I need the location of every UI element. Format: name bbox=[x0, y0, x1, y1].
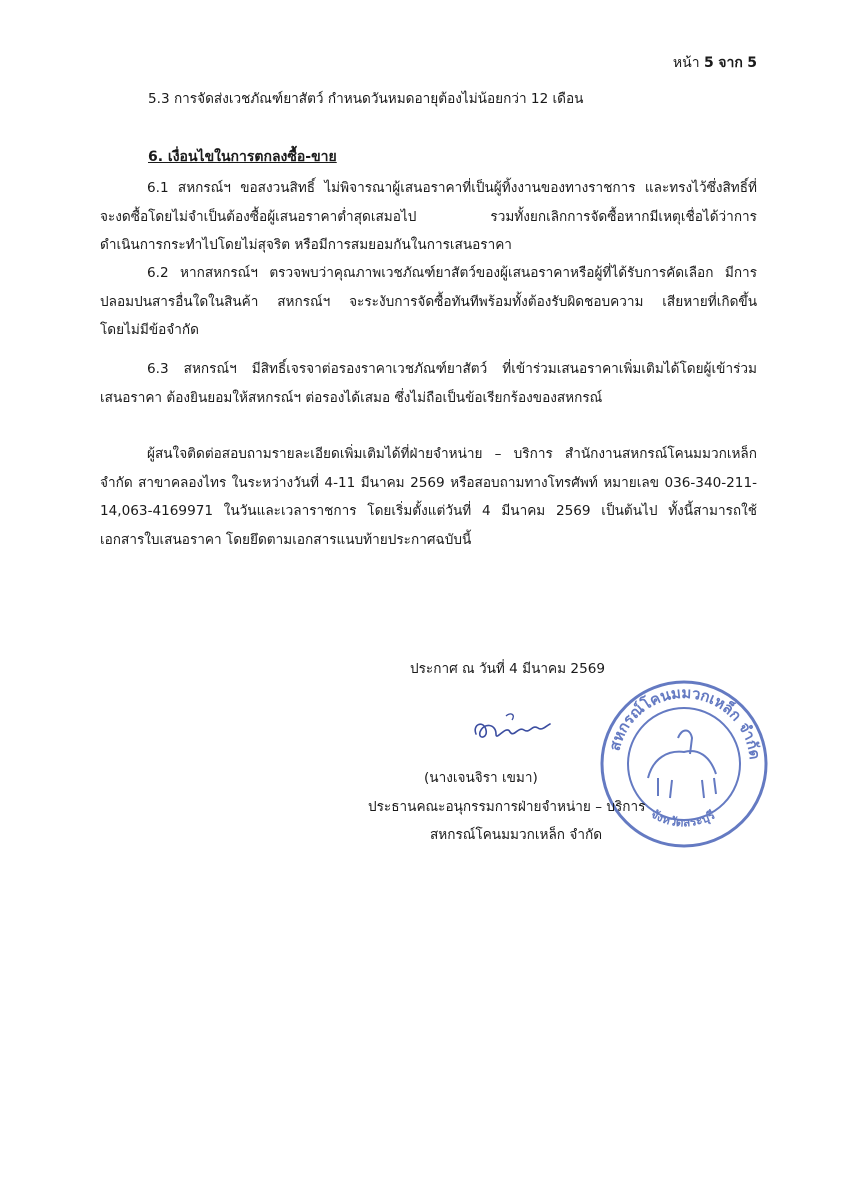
item-6-1 bbox=[100, 174, 757, 260]
signer-name: (นางเจนจิรา เขมา) bbox=[424, 770, 538, 786]
item-6-3-line: 6.3 สหกรณ์ฯ มีสิทธิ์เจรจาต่อรองราคาเวชภัณฑ์ยาสัตว์ ที่เข้าร่วมเสนอราคาเพิ่มเติมได้โดยผู้เข้าร่วม bbox=[147, 361, 757, 377]
page-number bbox=[673, 52, 757, 74]
item-5-3: 5.3 การจัดส่งเวชภัณฑ์ยาสัตว์ กำหนดวันหมดอายุต้องไม่น้อยกว่า 12 เดือน bbox=[148, 91, 584, 107]
item-6-2-line: 6.2 หากสหกรณ์ฯ ตรวจพบว่าคุณภาพเวชภัณฑ์ยาสัตว์ของผู้เสนอราคาหรือผู้ที่ได้รับการคัดเลือก มีการ bbox=[147, 265, 757, 281]
item-6-3-line: เสนอราคา ต้องยินยอมให้สหกรณ์ฯ ต่อรองได้เสมอ ซึ่งไม่ถือเป็นข้อเรียกร้องของสหกรณ์ bbox=[100, 389, 603, 406]
svg-text:จังหวัดสระบุรี: จังหวัดสระบุรี bbox=[648, 806, 718, 830]
signer-organization: สหกรณ์โคนมมวกเหล็ก จำกัด bbox=[430, 827, 603, 843]
page-number-sep: จาก bbox=[718, 55, 743, 71]
contact-line: เอกสารใบเสนอราคา โดยยึดตามเอกสารแนบท้ายประกาศฉบับนี้ bbox=[100, 531, 472, 548]
contact-line: 14,063-4169971 ในวันและเวลาราชการ โดยเริ่มตั้งแต่วันที่ 4 มีนาคม 2569 เป็นต้นไป ทั้งนี้สามารถใช้ bbox=[100, 503, 757, 519]
item-6-1-line: 6.1 สหกรณ์ฯ ขอสงวนสิทธิ์ ไม่พิจารณาผู้เสนอราคาที่เป็นผู้ทิ้งงานของทางราชการ และทรงไว้ซึ่งสิทธิ์ที่ bbox=[147, 180, 757, 196]
page-number-prefix: หน้า bbox=[672, 55, 700, 71]
announce-date: ประกาศ ณ วันที่ 4 มีนาคม 2569 bbox=[410, 661, 606, 677]
cooperative-seal bbox=[598, 678, 770, 850]
signature-image bbox=[466, 704, 556, 750]
page-number-current: 5 bbox=[704, 55, 714, 71]
svg-text:สหกรณ์โคนมมวกเหล็ก จำกัด: สหกรณ์โคนมมวกเหล็ก จำกัด bbox=[605, 683, 764, 761]
item-6-1-line: จะงดซื้อโดยไม่จำเป็นต้องซื้อผู้เสนอราคาต่ำสุดเสมอไป รวมทั้งยกเลิกการจัดซื้อหากมีเหตุเชื่อได้ว่าการ bbox=[100, 208, 757, 225]
contact-line: จำกัด สาขาคลองไทร ในระหว่างวันที่ 4-11 มีนาคม 2569 หรือสอบถามทางโทรศัพท์ หมายเลข 036-340-211- bbox=[100, 474, 757, 491]
item-6-3 bbox=[100, 355, 757, 412]
item-6-2 bbox=[100, 259, 757, 345]
page-number-total: 5 bbox=[747, 55, 757, 71]
contact-line: ผู้สนใจติดต่อสอบถามรายละเอียดเพิ่มเติมได้ที่ฝ่ายจำหน่าย – บริการ สำนักงานสหกรณ์โคนมมวกเหล็ก bbox=[147, 446, 757, 462]
item-6-1-line: ดำเนินการกระทำไปโดยไม่สุจริต หรือมีการสมยอมกันในการเสนอราคา bbox=[100, 237, 512, 253]
item-6-2-line: ปลอมปนสารอื่นใดในสินค้า สหกรณ์ฯ จะระงับการจัดซื้อทันทีพร้อมทั้งต้องรับผิดชอบความ เสียหายที่เกิดขึ้น bbox=[100, 293, 757, 310]
item-6-2-line: โดยไม่มีข้อจำกัด bbox=[100, 322, 199, 338]
contact-paragraph bbox=[100, 440, 757, 554]
section-6-title: 6. เงื่อนไขในการตกลงซื้อ-ขาย bbox=[148, 149, 337, 165]
signer-position: ประธานคณะอนุกรรมการฝ่ายจำหน่าย – บริการ bbox=[368, 799, 646, 815]
